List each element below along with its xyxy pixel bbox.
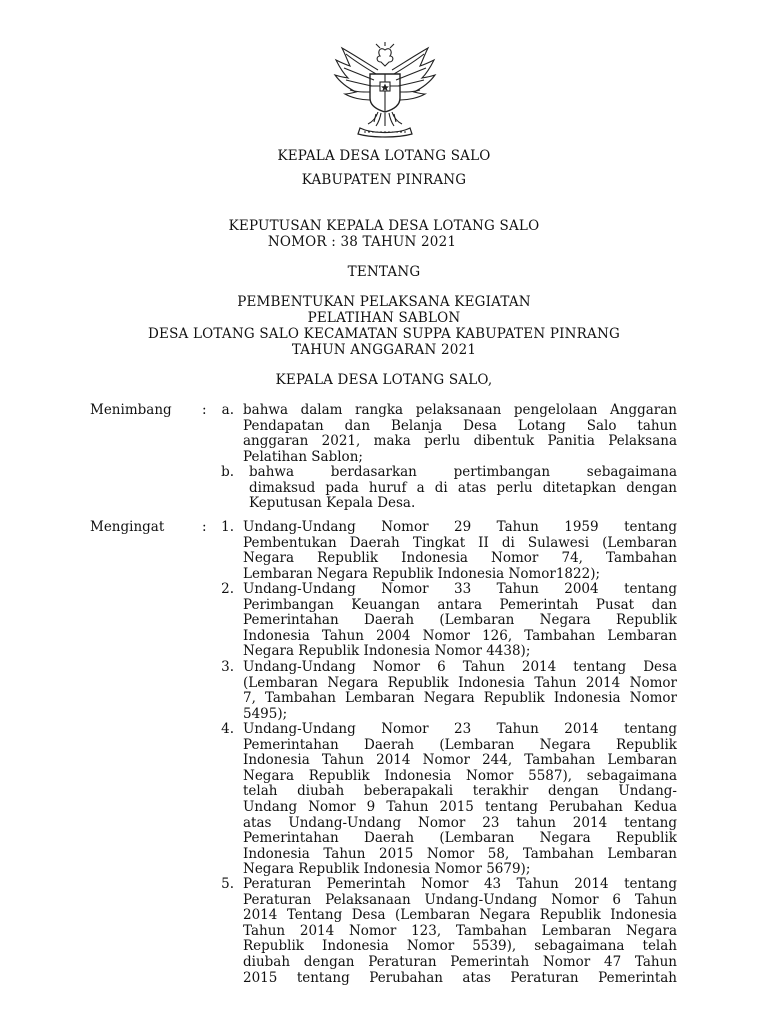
text-line: Undang-Undang Nomor 29 Tahun 1959 tentang	[243, 519, 677, 535]
text-line: Indonesia Tahun 2004 Nomor 126, Tambahan Lembaran	[243, 627, 677, 644]
clause-marker: 3.	[221, 659, 234, 675]
text-line: 7, Tambahan Lembaran Negara Republik Indonesia Nomor	[243, 690, 677, 707]
regency-line: KABUPATEN PINRANG	[301, 172, 467, 188]
mengingat-colon: :	[202, 519, 207, 535]
subject-line: DESA LOTANG SALO KECAMATAN SUPPA KABUPATEN PINRANG	[148, 326, 620, 342]
subject-line: PELATIHAN SABLON	[307, 310, 461, 326]
text-line: Peraturan Pemerintah Nomor 43 Tahun 2014 tentang	[243, 876, 677, 892]
clause-marker: 2.	[221, 581, 234, 597]
text-line: atas Undang-Undang Nomor 23 tahun 2014 tentang	[243, 814, 677, 831]
text-line: Perimbangan Keuangan antara Pemerintah Pusat dan	[243, 596, 677, 613]
text-line: Negara Republik Indonesia Nomor 4438);	[243, 643, 531, 660]
text-line: Undang-Undang Nomor 33 Tahun 2004 tentang	[243, 581, 677, 597]
text-line: Pemerintahan Daerah (Lembaran Negara Republik	[243, 830, 677, 847]
text-line: Republik Indonesia Nomor 5539), sebagaimana telah	[243, 938, 677, 955]
clause-text	[243, 722, 677, 878]
clause-text	[249, 465, 677, 512]
text-line: Indonesia Tahun 2015 Nomor 58, Tambahan Lembaran	[243, 845, 677, 862]
about-heading: TENTANG	[347, 264, 421, 280]
mengingat-label: Mengingat	[90, 519, 165, 535]
menimbang-colon: :	[202, 402, 207, 418]
decision-title: KEPUTUSAN KEPALA DESA LOTANG SALO	[228, 218, 540, 234]
text-line: telah diubah beberapakali terakhir dengan Undang-	[243, 783, 677, 800]
text-line: (Lembaran Negara Republik Indonesia Tahun 2014 Nomor	[243, 674, 677, 691]
text-line: Negara Republik Indonesia Nomor 74, Tambahan	[243, 550, 677, 567]
decision-number: NOMOR : 38 TAHUN 2021	[267, 234, 457, 250]
subject-line: PEMBENTUKAN PELAKSANA KEGIATAN	[237, 294, 531, 310]
text-line: bahwa dalam rangka pelaksanaan pengelolaan Anggaran	[243, 402, 677, 418]
text-line: Undang Nomor 9 Tahun 2015 tentang Perubahan Kedua	[243, 798, 677, 815]
text-line: dimaksud pada huruf a di atas perlu ditetapkan dengan	[249, 479, 677, 496]
text-line: Pemerintahan Daerah (Lembaran Negara Republik	[243, 736, 677, 753]
text-line: Undang-Undang Nomor 6 Tahun 2014 tentang Desa	[243, 659, 677, 675]
clause-marker: 1.	[221, 519, 234, 535]
text-line: Tahun 2014 Nomor 123, Tambahan Lembaran Negara	[243, 922, 677, 939]
text-line: Lembaran Negara Republik Indonesia Nomor1822);	[243, 565, 601, 582]
text-line: Pelatihan Sablon;	[243, 448, 363, 465]
text-line: bahwa berdasarkan pertimbangan sebagaimana	[249, 464, 677, 480]
text-line: Undang-Undang Nomor 23 Tahun 2014 tentang	[243, 721, 677, 737]
text-line: Negara Republik Indonesia Nomor 5587), sebagaimana	[243, 767, 677, 784]
text-line: Keputusan Kepala Desa.	[249, 495, 416, 512]
clause-marker: 4.	[221, 721, 234, 737]
clause-text	[243, 877, 677, 986]
clause-text	[243, 520, 677, 582]
text-line: Peraturan Pelaksanaan Undang-Undang Nomor 6 Tahun	[243, 891, 677, 908]
text-line: diubah dengan Peraturan Pemerintah Nomor 47 Tahun	[243, 953, 677, 970]
clause-text	[243, 582, 677, 660]
text-line: 2014 Tentang Desa (Lembaran Negara Republik Indonesia	[243, 907, 677, 924]
text-line: anggaran 2021, maka perlu dibentuk Panitia Pelaksana	[243, 433, 677, 450]
garuda-emblem-icon	[330, 42, 440, 138]
menimbang-label: Menimbang	[90, 402, 172, 418]
clause-text	[243, 660, 677, 722]
subject-line: TAHUN ANGGARAN 2021	[291, 342, 477, 358]
text-line: 5495);	[243, 705, 288, 722]
clause-marker: b.	[221, 464, 234, 480]
clause-marker: a.	[221, 402, 234, 418]
text-line: Pembentukan Daerah Tingkat II di Sulawesi (Lembaran	[243, 534, 677, 551]
clause-text	[243, 403, 677, 465]
text-line: Pemerintahan Daerah (Lembaran Negara Republik	[243, 612, 677, 629]
issuer-office-line: KEPALA DESA LOTANG SALO	[277, 148, 491, 164]
issuer-heading: KEPALA DESA LOTANG SALO,	[275, 372, 493, 388]
text-line: Negara Republik Indonesia Nomor 5679);	[243, 861, 531, 878]
clause-marker: 5.	[221, 876, 234, 892]
text-line: Pendapatan dan Belanja Desa Lotang Salo tahun	[243, 417, 677, 434]
text-line: Indonesia Tahun 2014 Nomor 244, Tambahan Lembaran	[243, 752, 677, 769]
text-line: 2015 tentang Perubahan atas Peraturan Pemerintah	[243, 969, 677, 986]
